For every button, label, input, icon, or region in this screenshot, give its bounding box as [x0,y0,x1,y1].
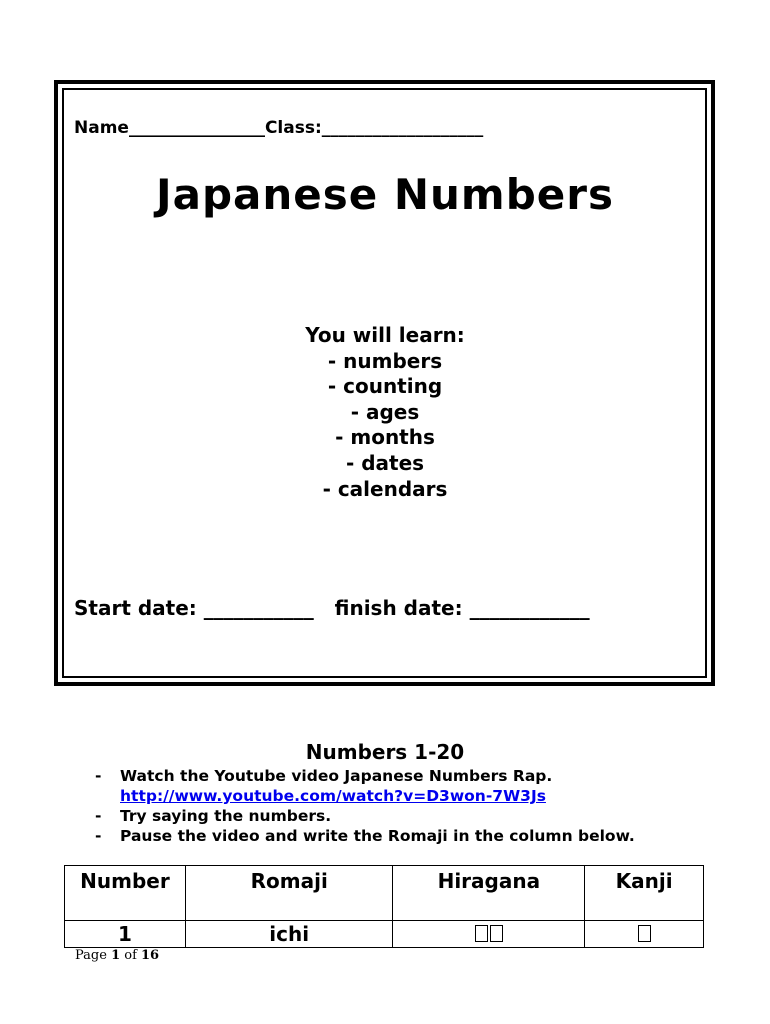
page-total: 16 [141,948,160,963]
learn-item: - dates [345,450,425,475]
page-footer: Page 1 of 16 [75,948,160,963]
dates-line [74,596,590,620]
instruction-item [95,806,675,826]
learn-item: - calendars [322,476,448,501]
cell-number: 1 [65,921,186,948]
missing-glyph-icon [638,925,651,942]
instruction-item [95,826,675,846]
header-kanji: Kanji [585,866,704,921]
learn-item: - counting [327,374,443,399]
learn-list [0,323,770,502]
missing-glyph-icon [475,925,488,942]
youtube-link[interactable]: http://www.youtube.com/watch?v=D3won-7W3Js [120,787,546,805]
header-romaji: Romaji [185,866,393,921]
table-row [65,921,704,948]
page-title: Japanese Numbers [156,170,614,219]
instruction-text: Try saying the numbers. [120,807,332,825]
finish-date-label: finish date: ____________ [334,596,590,620]
page-number: 1 [111,948,121,963]
start-date-label: Start date: ___________ [74,596,314,620]
section-title: Numbers 1-20 [305,740,465,764]
learn-item: - ages [350,399,420,424]
table-header-row [65,866,704,921]
instruction-text: Pause the video and write the Romaji in the column below. [120,827,635,845]
header-number: Number [65,866,186,921]
bullet-dash: - [95,827,102,845]
learn-item: - numbers [327,348,443,373]
numbers-table [64,865,704,948]
header-hiragana: Hiragana [393,866,585,921]
cell-kanji [585,921,704,948]
instructions-list [95,766,675,846]
instruction-text: Watch the Youtube video Japanese Numbers Rap. [120,767,553,785]
learn-item: - months [335,425,435,450]
bullet-dash: - [95,807,102,825]
cell-hiragana [393,921,585,948]
learn-heading: You will learn: [305,323,465,347]
instruction-item [95,766,675,806]
name-class-line: Name________________Class:___________________ [74,118,484,138]
bullet-dash: - [95,767,102,785]
missing-glyph-icon [490,925,503,942]
cell-romaji: ichi [185,921,393,948]
